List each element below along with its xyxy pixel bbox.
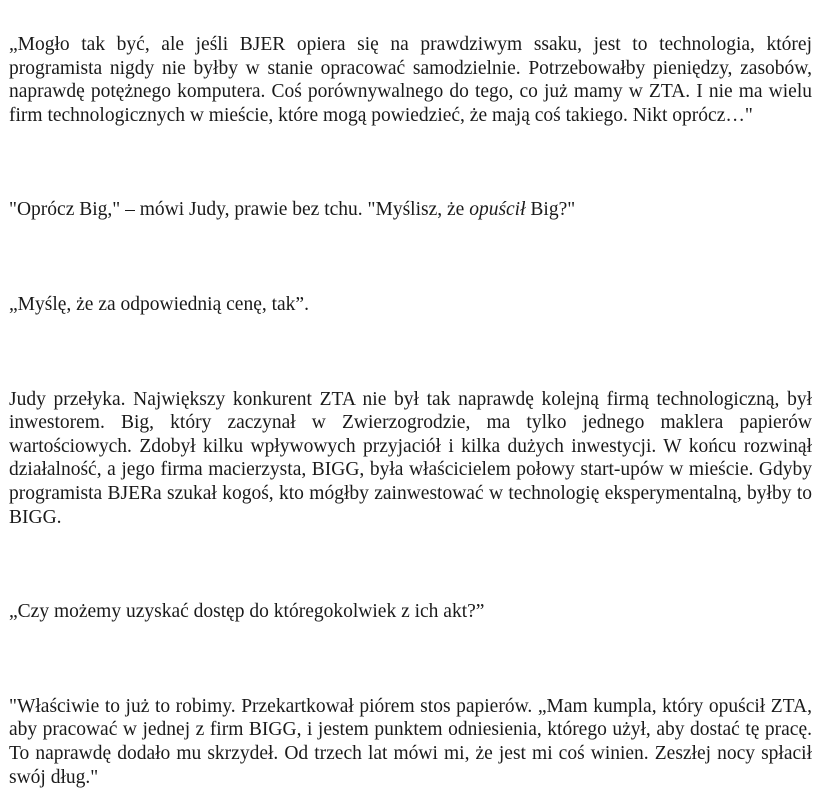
paragraph-spacer	[9, 529, 812, 600]
paragraph-2-text-before: "Oprócz Big," – mówi Judy, prawie bez tchu. "Myślisz, że	[9, 199, 470, 221]
paragraph-2-emphasis: opuścił	[469, 199, 526, 221]
document-page	[9, 33, 812, 789]
paragraph-spacer	[9, 127, 812, 198]
paragraph-2	[9, 198, 812, 222]
paragraph-spacer	[9, 317, 812, 388]
paragraph-spacer	[9, 222, 812, 293]
paragraph-5: „Czy możemy uzyskać dostęp do któregokolwiek z ich akt?”	[9, 601, 485, 623]
paragraph-2-text-after: Big?"	[525, 199, 576, 221]
paragraph-6: "Właściwie to już to robimy. Przekartkował piórem stos papierów. „Mam kumpla, który opuścił ZTA, aby pracować w jednej z firm BIGG, i jestem punktem odniesienia, którego użył, aby dostać tę pracę. To naprawdę dodało mu skrzydeł. Od trzech lat mówi mi, że jest mi coś winien. Zeszłej nocy spłacił swój dług."	[9, 695, 812, 788]
paragraph-4: Judy przełyka. Największy konkurent ZTA nie był tak naprawdę kolejną firmą technologiczną, był inwestorem. Big, który zaczynał w Zwierzogrodzie, ma tylko jednego maklera papierów wartościowych. Zdobył kilku wpływowych przyjaciół i kilka dużych inwestycji. W końcu rozwinął działalność, a jego firma macierzysta, BIGG, była właścicielem połowy start-upów w mieście. Gdyby programista BJERa szukał kogoś, kto mógłby zainwestować w technologię eksperymentalną, byłby to BIGG.	[9, 388, 812, 528]
paragraph-1: „Mogło tak być, ale jeśli BJER opiera się na prawdziwym ssaku, jest to technologia, której programista nigdy nie byłby w stanie opracować samodzielnie. Potrzebowałby pieniędzy, zasobów, naprawdę potężnego komputera. Coś porównywalnego do tego, co już mamy w ZTA. I nie ma wielu firm technologicznych w mieście, które mogą powiedzieć, że mają coś takiego. Nikt oprócz…"	[9, 34, 812, 126]
paragraph-3: „Myślę, że za odpowiednią cenę, tak”.	[9, 293, 309, 315]
paragraph-spacer	[9, 624, 812, 695]
